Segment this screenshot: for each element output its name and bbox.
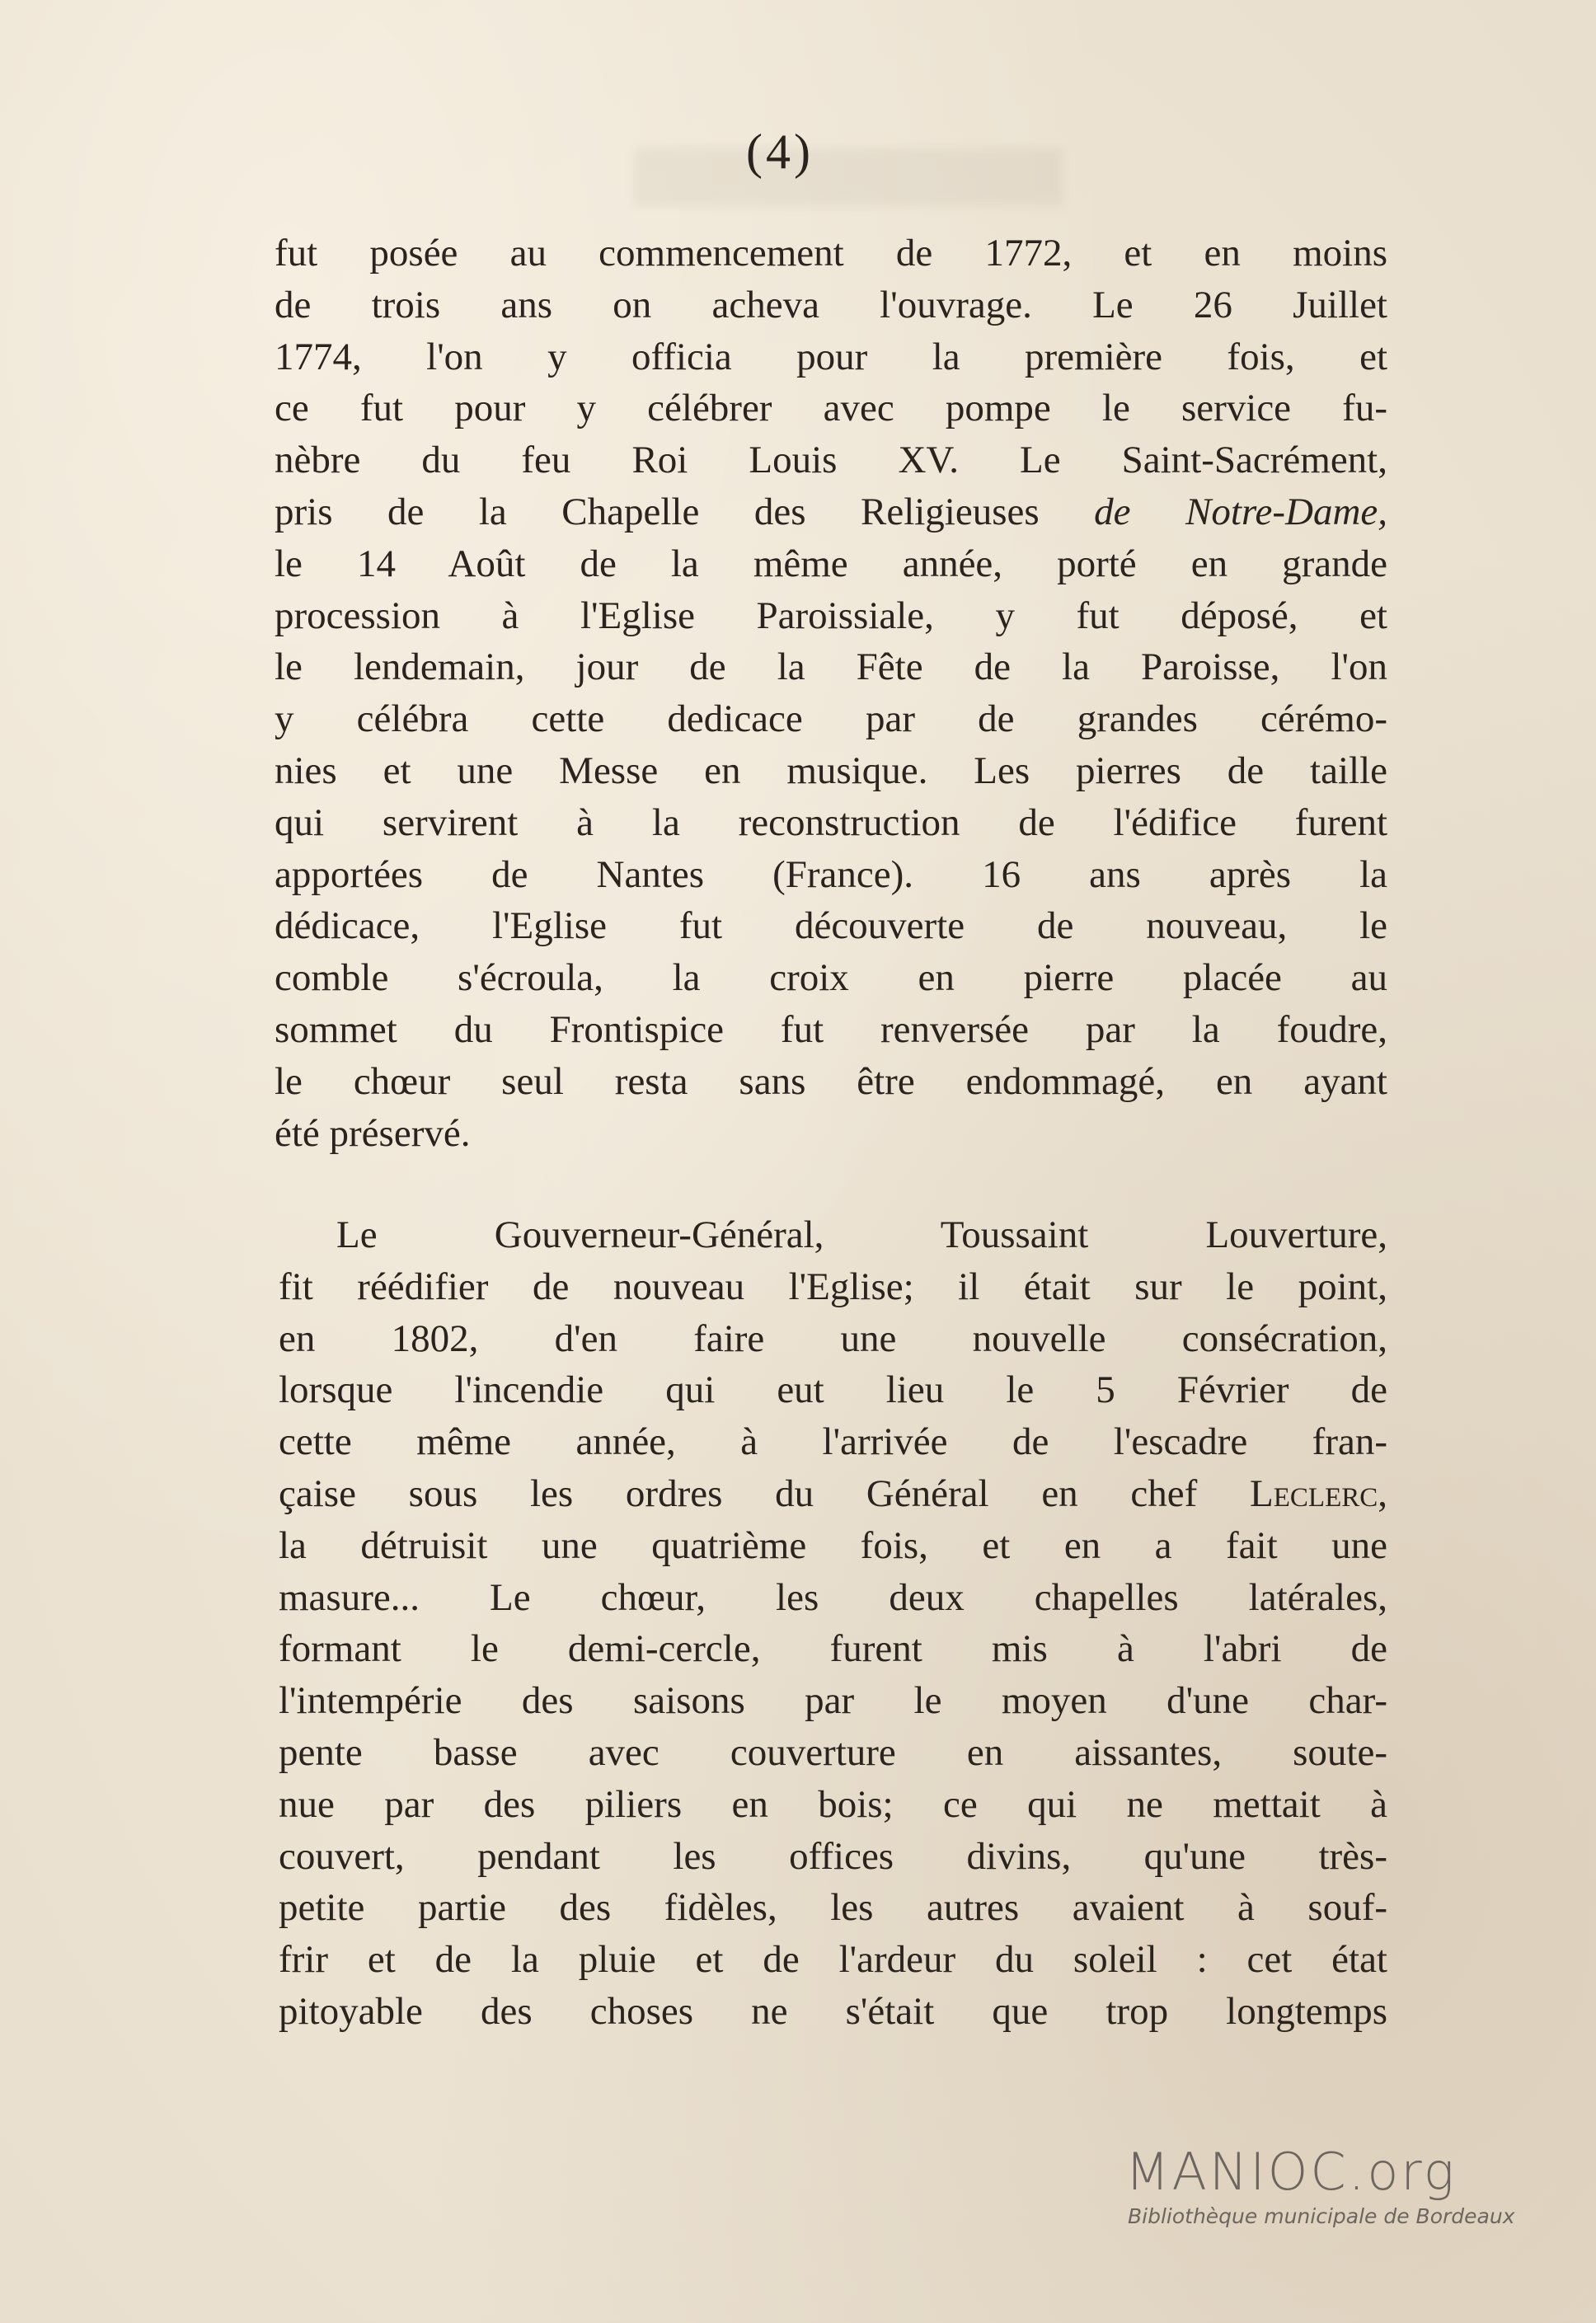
text-line: la détruisit une quatrième fois, et en a fait une (279, 1523, 1387, 1567)
paragraph-2 (275, 1209, 1387, 2038)
text-line: 1774, l'on y officia pour la première fois, et (275, 335, 1387, 378)
text-line: cette même année, à l'arrivée de l'escadre fran- (279, 1420, 1387, 1464)
text-line: en 1802, d'en faire une nouvelle consécration, (279, 1316, 1387, 1360)
library-credit: Bibliothèque municipale de Bordeaux (1128, 2204, 1515, 2228)
text-line: formant le demi-cercle, furent mis à l'abri de (279, 1627, 1387, 1671)
text-segment: pris de la Chapelle des Religieuses (275, 490, 1095, 533)
text-line-with-italic (275, 486, 1387, 538)
text-line: masure... Le chœur, les deux chapelles latérales, (279, 1575, 1387, 1619)
text-line: ce fut pour y célébrer avec pompe le service fu- (275, 387, 1387, 430)
text-line: y célébra cette dedicace par de grandes cérémo- (275, 697, 1387, 741)
text-line: nies et une Messe en musique. Les pierres de taille (275, 749, 1387, 792)
text-line: lorsque l'incendie qui eut lieu le 5 Février de (279, 1368, 1387, 1412)
text-line: sommet du Frontispice fut renversée par la foudre, (275, 1007, 1387, 1051)
text-line: de trois ans on acheva l'ouvrage. Le 26 Juillet (275, 283, 1387, 326)
text-segment: çaise sous les ordres du Général en chef (279, 1471, 1251, 1515)
text-line: Le Gouverneur-Général, Toussaint Louverture, (336, 1213, 1387, 1256)
page-number: (4) (746, 124, 814, 179)
text-line: qui servirent à la reconstruction de l'édifice furent (275, 800, 1387, 844)
text-line: petite partie des fidèles, les autres avaient à souf- (279, 1886, 1387, 1930)
text-line: couvert, pendant les offices divins, qu'une très- (279, 1834, 1387, 1878)
text-line: fut posée au commencement de 1772, et en moins (275, 232, 1387, 275)
text-line: nèbre du feu Roi Louis XV. Le Saint-Sacrément, (275, 439, 1387, 482)
text-line: été préservé. (275, 1111, 471, 1155)
manioc-watermark (1125, 2143, 1554, 2228)
text-line: pitoyable des choses ne s'était que trop longtemps (279, 1989, 1387, 2033)
text-line: le lendemain, jour de la Fête de la Paroisse, l'on (275, 645, 1387, 689)
text-line: le 14 Août de la même année, porté en grande (275, 542, 1387, 585)
text-line: frir et de la pluie et de l'ardeur du soleil : cet état (279, 1938, 1387, 1982)
text-line: l'intempérie des saisons par le moyen d'une char- (279, 1679, 1387, 1723)
text-line: fit réédifier de nouveau l'Eglise; il était sur le point, (279, 1265, 1387, 1308)
text-line: procession à l'Eglise Paroissiale, y fut déposé, et (275, 594, 1387, 637)
paragraph-1 (275, 228, 1387, 1159)
text-line: le chœur seul resta sans être endommagé, en ayant (275, 1059, 1387, 1103)
text-line: comble s'écroula, la croix en pierre placée au (275, 956, 1387, 1000)
text-line: nue par des piliers en bois; ce qui ne mettait à (279, 1782, 1387, 1826)
text-line: apportées de Nantes (France). 16 ans après la (275, 852, 1387, 896)
manioc-logo: MANIOC.org (1125, 2142, 1457, 2202)
text-line-with-smallcaps (275, 1468, 1387, 1520)
text-line: pente basse avec couverture en aissantes, soute- (279, 1730, 1387, 1774)
italic-phrase: de Notre-Dame, (1094, 490, 1387, 533)
smallcaps-name: Leclerc, (1250, 1471, 1387, 1515)
text-line: dédicace, l'Eglise fut découverte de nouveau, le (275, 904, 1387, 948)
show-through-bleed (635, 148, 1063, 206)
